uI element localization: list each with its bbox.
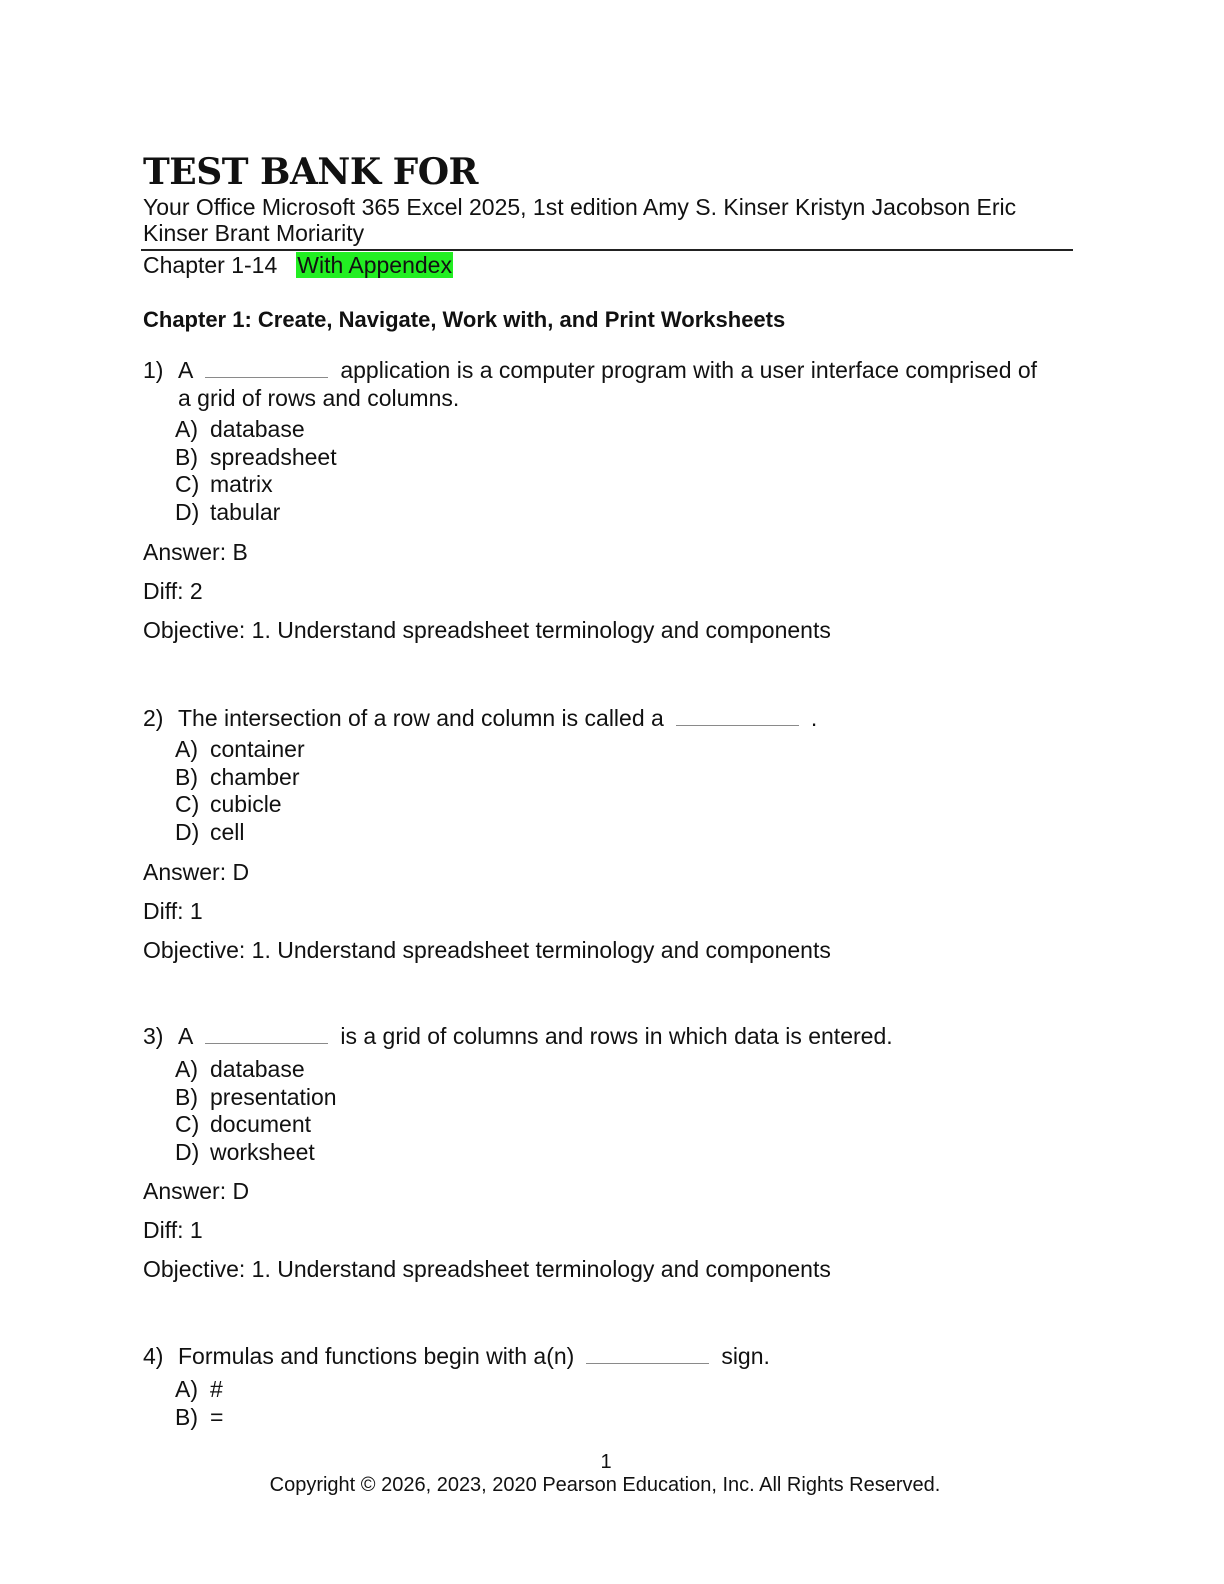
answer: Answer: D bbox=[143, 859, 250, 885]
question-stem bbox=[178, 356, 1078, 412]
option-a: A) database bbox=[175, 1056, 305, 1082]
option-c: C) matrix bbox=[175, 471, 273, 497]
test-bank-title: TEST BANK FOR bbox=[143, 151, 478, 193]
options-list bbox=[175, 416, 337, 526]
stem-after: application is a computer program with a user interface comprised of bbox=[340, 357, 1038, 383]
answer-blank bbox=[205, 1027, 328, 1044]
stem-after: is a grid of columns and rows in which data is entered. bbox=[340, 1023, 893, 1049]
question-number: 4) bbox=[143, 1343, 164, 1369]
option-c: C) document bbox=[175, 1111, 312, 1137]
answer-blank bbox=[205, 361, 328, 378]
option-b: B) chamber bbox=[175, 763, 300, 790]
stem-after: . bbox=[810, 705, 818, 731]
option-d: D) cell bbox=[175, 818, 245, 845]
chapter-range-line bbox=[143, 252, 453, 278]
answer-blank bbox=[586, 1347, 709, 1364]
appendix-highlight: With Appendex bbox=[297, 252, 452, 278]
copyright-notice: Copyright © 2026, 2023, 2020 Pearson Education, Inc. All Rights Reserved. bbox=[269, 1474, 941, 1496]
stem-after: sign. bbox=[721, 1343, 770, 1369]
objective: Objective: 1. Understand spreadsheet terminology and components bbox=[143, 617, 831, 643]
option-c: C) cubicle bbox=[175, 791, 282, 817]
question-number: 2) bbox=[143, 705, 164, 731]
option-a: A) container bbox=[175, 736, 305, 762]
book-subtitle: Your Office Microsoft 365 Excel 2025, 1st edition Amy S. Kinser Kristyn Jacobson Eric Kinser Brant Moriarity bbox=[143, 194, 1017, 246]
objective: Objective: 1. Understand spreadsheet terminology and components bbox=[143, 1256, 831, 1282]
stem-before: A bbox=[178, 1023, 194, 1049]
options-list bbox=[175, 1376, 223, 1431]
objective: Objective: 1. Understand spreadsheet terminology and components bbox=[143, 937, 831, 963]
option-a: A) database bbox=[175, 416, 305, 442]
option-d: D) tabular bbox=[175, 498, 281, 525]
option-b: B) = bbox=[175, 1403, 224, 1430]
option-a: A) # bbox=[175, 1376, 223, 1402]
difficulty: Diff: 1 bbox=[143, 1217, 203, 1243]
question-number: 1) bbox=[143, 357, 164, 383]
answer: Answer: D bbox=[143, 1178, 250, 1204]
difficulty: Diff: 1 bbox=[143, 898, 203, 924]
difficulty: Diff: 2 bbox=[143, 578, 203, 604]
option-b: B) presentation bbox=[175, 1083, 337, 1110]
answer: Answer: B bbox=[143, 539, 248, 565]
stem-before: A bbox=[178, 357, 194, 383]
header-divider bbox=[141, 249, 1073, 251]
option-d: D) worksheet bbox=[175, 1138, 315, 1165]
options-list bbox=[175, 1056, 337, 1166]
stem-before: Formulas and functions begin with a(n) bbox=[178, 1343, 575, 1369]
chapter-range: Chapter 1-14 bbox=[143, 252, 278, 278]
stem-before: The intersection of a row and column is called a bbox=[178, 705, 664, 731]
answer-blank bbox=[676, 709, 799, 726]
question-number: 3) bbox=[143, 1023, 164, 1049]
options-list bbox=[175, 736, 305, 846]
question-stem bbox=[178, 1022, 1078, 1050]
question-stem bbox=[178, 1342, 1078, 1370]
page-number: 1 bbox=[600, 1451, 612, 1473]
question-stem bbox=[178, 704, 1078, 732]
option-b: B) spreadsheet bbox=[175, 443, 337, 470]
chapter-heading: Chapter 1: Create, Navigate, Work with, and Print Worksheets bbox=[143, 307, 786, 332]
stem-line2: a grid of rows and columns. bbox=[178, 385, 460, 411]
